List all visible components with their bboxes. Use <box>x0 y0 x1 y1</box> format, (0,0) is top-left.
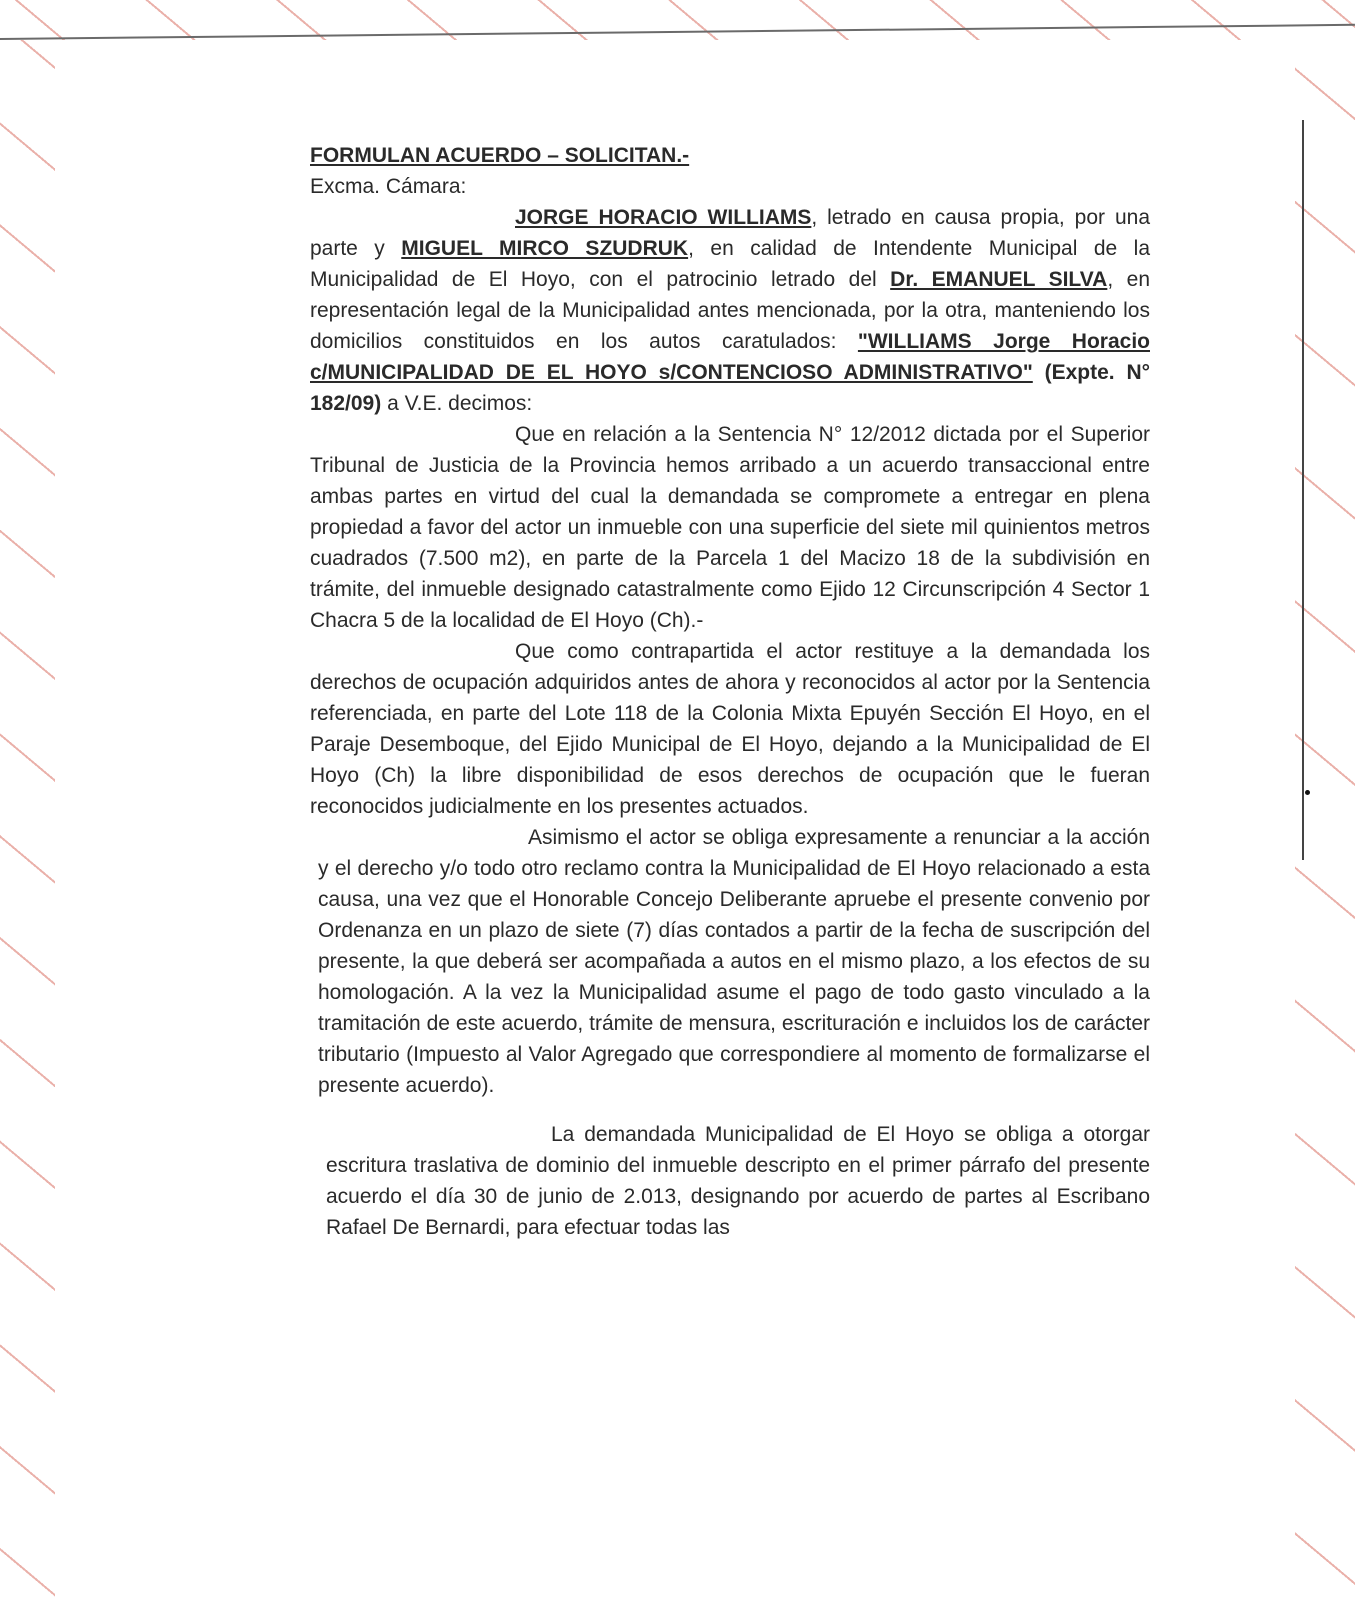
party2-name: MIGUEL MIRCO SZUDRUK <box>401 237 689 260</box>
party1-name: JORGE HORACIO WILLIAMS <box>515 206 812 229</box>
parties-text1: , letrado en causa propia, por una parte y <box>310 206 1151 260</box>
scan-speck <box>1305 790 1310 795</box>
paragraph-4: La demandada Municipalidad de El Hoyo se obliga a otorgar escritura traslativa de dominio del inmueble descripto en el primer párrafo del presente acuerdo el día 30 de junio de 2.013, designando por acuerdo de partes al Escribano Rafael De Bernardi, para efectuar todas las <box>326 1123 1150 1239</box>
case-number: (Expte. N° 182/09) <box>310 361 1151 415</box>
counsel-name: Dr. EMANUEL SILVA <box>890 268 1108 291</box>
right-hatch-decoration <box>1295 60 1355 1600</box>
parties-text2: , en calidad de Intendente Municipal de la Municipalidad de El Hoyo, con el patrocinio letrado del <box>310 237 1151 291</box>
document-page <box>310 140 1150 1243</box>
paragraph-1: Que en relación a la Sentencia N° 12/2012 dictada por el Superior Tribunal de Justicia de la Provincia hemos arribado a un acuerdo transaccional entre ambas partes en virtud del cual la demandada se compromete a entregar en plena propiedad a favor del actor un inmueble con una superficie del siete mil quinientos metros cuadrados (7.500 m2), en parte de la Parcela 1 del Macizo 18 de la subdivisión en trámite, del inmueble designado catastralmente como Ejido 12 Circunscripción 4 Sector 1 Chacra 5 de la localidad de El Hoyo (Ch).- <box>310 423 1150 632</box>
left-hatch-decoration <box>0 40 55 1600</box>
case-title: "WILLIAMS Jorge Horacio c/MUNICIPALIDAD DE EL HOYO s/CONTENCIOSO ADMINISTRATIVO" <box>310 330 1150 384</box>
document-heading: FORMULAN ACUERDO – SOLICITAN.- <box>310 144 690 167</box>
parties-paragraph <box>310 202 1150 419</box>
parties-text3: , en representación legal de la Municipalidad antes mencionada, por la otra, manteniendo los domicilios constituidos en los autos caratulados: <box>310 268 1151 353</box>
paragraph-2: Que como contrapartida el actor restituye a la demandada los derechos de ocupación adquiridos antes de ahora y reconocidos al actor por la Sentencia referenciada, en parte del Lote 118 de la Colonia Mixta Epuyén Sección El Hoyo, en el Paraje Desemboque, del Ejido Municipal de El Hoyo, dejando a la Municipalidad de El Hoyo (Ch) la libre disponibilidad de esos derechos de ocupación que le fueran reconocidos judicialmente en los presentes actuados. <box>310 640 1150 818</box>
paragraph-3: Asimismo el actor se obliga expresamente a renunciar a la acción y el derecho y/o todo otro reclamo contra la Municipalidad de El Hoyo relacionado a esta causa, una vez que el Honorable Concejo Deliberante apruebe el presente convenio por Ordenanza en un plazo de siete (7) días contados a partir de la fecha de suscripción del presente, la que deberá ser acompañada a autos en el mismo plazo, a los efectos de su homologación. A la vez la Municipalidad asume el pago de todo gasto vinculado a la tramitación de este acuerdo, trámite de mensura, escrituración e incluidos los de carácter tributario (Impuesto al Valor Agregado que correspondiere al momento de formalizarse el presente acuerdo). <box>318 826 1150 1097</box>
top-hatch-decoration <box>0 0 1355 40</box>
paragraph-spacer <box>310 1101 1150 1119</box>
parties-text4: a V.E. decimos: <box>381 392 533 415</box>
addressee: Excma. Cámara: <box>310 175 467 198</box>
margin-line <box>1302 120 1304 860</box>
